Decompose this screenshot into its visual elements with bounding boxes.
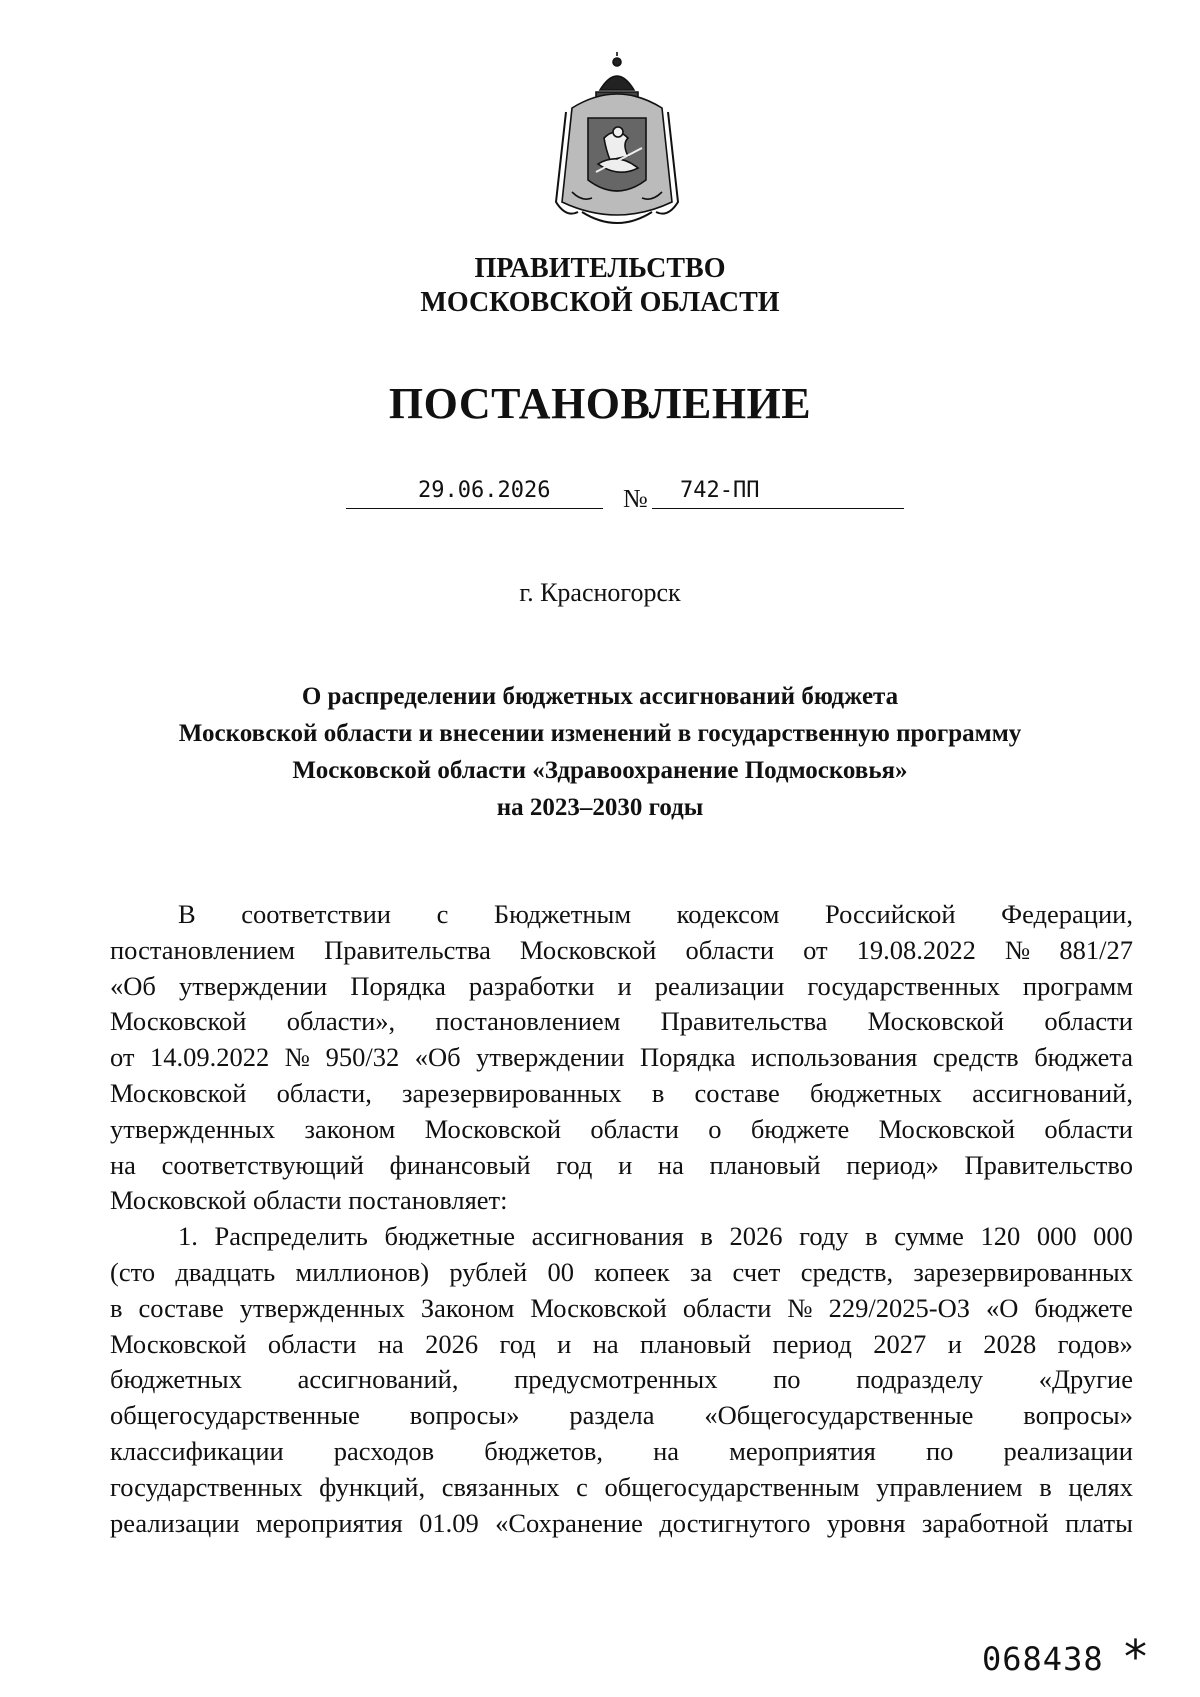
coat-of-arms-emblem (552, 52, 682, 234)
body-text-line: в составе утвержденных Законом Московской области № 229/2025-ОЗ «О бюджете (110, 1292, 1133, 1323)
heading-line: Московской области «Здравоохранение Подмосковья» (292, 757, 908, 784)
document-number: 742-ПП (680, 478, 760, 503)
heading-line: О распределении бюджетных ассигнований бюджета (301, 683, 899, 710)
body-text-line: реализации мероприятия 01.09 «Сохранение достигнутого уровня заработной платы (110, 1507, 1133, 1538)
date-underline (346, 508, 603, 509)
body-text-line: утвержденных законом Московской области о бюджете Московской области (110, 1113, 1133, 1144)
document-heading (0, 678, 1200, 826)
number-sign: № (623, 484, 648, 513)
document-date: 29.06.2026 (418, 478, 551, 503)
document-type-title: ПОСТАНОВЛЕНИЕ (388, 379, 812, 428)
org-name-line2: МОСКОВСКОЙ ОБЛАСТИ (420, 287, 780, 318)
body-text-line: Московской области», постановлением Правительства Московской области (110, 1006, 1133, 1037)
body-text-line: бюджетных ассигнований, предусмотренных по подразделу «Другие (110, 1364, 1133, 1395)
body-text-line: Московской области постановляет: (110, 1185, 508, 1216)
body-text-line: Московской области, зарезервированных в составе бюджетных ассигнований, (110, 1077, 1133, 1108)
body-text-line: (сто двадцать миллионов) рублей 00 копеек за счет средств, зарезервированных (110, 1256, 1133, 1287)
serial-number: 068438 (982, 1640, 1104, 1678)
asterisk-mark: * (1124, 1630, 1147, 1684)
body-text-line: государственных функций, связанных с общегосударственным управлением в целях (110, 1471, 1133, 1502)
city-name: г. Красногорск (519, 578, 681, 607)
body-text-line: классификации расходов бюджетов, на мероприятия по реализации (110, 1435, 1133, 1466)
heading-line: Московской области и внесении изменений в государственную программу (178, 720, 1022, 747)
org-name-line1: ПРАВИТЕЛЬСТВО (474, 253, 726, 284)
body-text-line: на соответствующий финансовый год и на плановый период» Правительство (110, 1149, 1133, 1180)
number-underline (652, 508, 904, 509)
body-text-line: В соответствии с Бюджетным кодексом Российской Федерации, (178, 899, 1133, 929)
body-text-line: общегосударственные вопросы» раздела «Общегосударственные вопросы» (110, 1400, 1133, 1431)
heading-line: на 2023–2030 годы (496, 794, 704, 821)
body-text-line: от 14.09.2022 № 950/32 «Об утверждении Порядка использования средств бюджета (110, 1042, 1133, 1073)
body-text-line: Московской области на 2026 год и на плановый период 2027 и 2028 годов» (110, 1328, 1133, 1359)
body-text-line: «Об утверждении Порядка разработки и реализации государственных программ (110, 970, 1133, 1001)
body-text-line: 1. Распределить бюджетные ассигнования в 2026 году в сумме 120 000 000 (178, 1221, 1133, 1252)
document-body (110, 897, 1133, 1541)
body-text-line: постановлением Правительства Московской области от 19.08.2022 № 881/27 (110, 934, 1133, 965)
